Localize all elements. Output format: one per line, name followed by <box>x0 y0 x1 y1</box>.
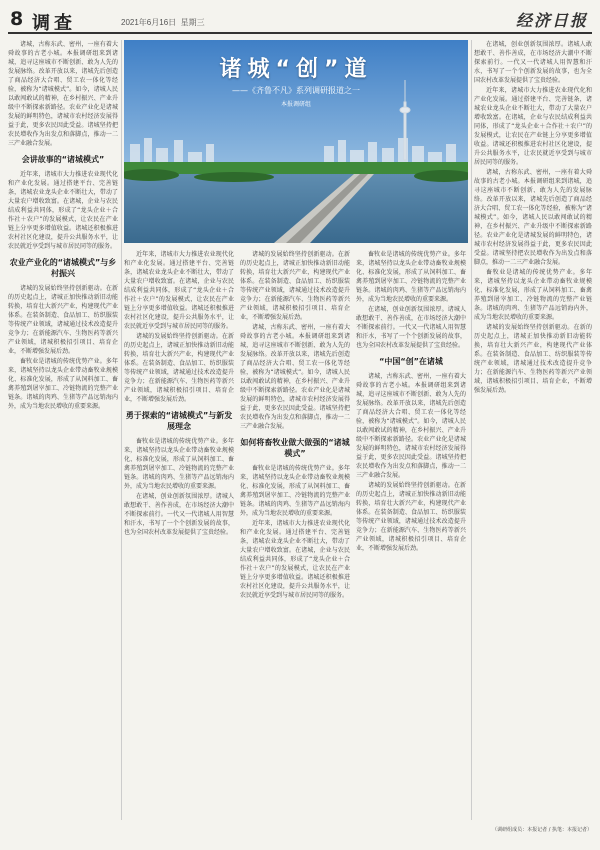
section-title: 调查 <box>32 13 76 34</box>
paragraph: 畜牧业是诸城的传统优势产业。多年来，诸城坚持以龙头企业带动畜牧业规模化、标准化发展，形成了从饲料加工、畜禽养殖到屠宰加工、冷链物流的完整产业链条。诸城的肉鸡、生猪等产品远销海内外，成为当地农民增收的重要来源。 <box>8 358 118 410</box>
paragraph: 畜牧业是诸城的传统优势产业。多年来，诸城坚持以龙头企业带动畜牧业规模化、标准化发展，形成了从饲料加工、畜禽养殖到屠宰加工、冷链物流的完整产业链条。诸城的肉鸡、生猪等产品远销海内外，成为当地农民增收的重要来源。 <box>474 269 592 321</box>
feature-title: 诸城“创”道 <box>219 57 373 82</box>
paragraph: 近年来，诸城市大力推进农业现代化和产业化发展。通过搭建平台、完善链条，诸城农业龙头企业不断壮大，带动了大量农户增收致富。在诸城，企业与农民结成利益共同体，形成了“龙头企业＋合作社＋农户”的发展模式，让农民在产业链上分享更多增值收益。诸城还积极推进农村社区化建设，提升公共服务水平，让农民就近享受到与城市居民同等的服务。 <box>474 87 592 166</box>
article-column-2 <box>124 250 234 820</box>
paragraph: 在诸城，创业创新氛围浓厚。诸城人敢想敢干、善作善成，在市场经济大潮中不断探索前行。一代又一代诸城人用智慧和汗水，书写了一个个创新发展的故事，也为全国农村改革发展提供了宝贵经验。 <box>124 493 234 536</box>
page-number: 8 <box>10 8 24 30</box>
column-divider <box>471 40 472 820</box>
paragraph: 近年来，诸城市大力推进农业现代化和产业化发展。通过搭建平台、完善链条，诸城农业龙头企业不断壮大，带动了大量农户增收致富。在诸城，企业与农民结成利益共同体，形成了“龙头企业＋合作社＋农户”的发展模式，让农民在产业链上分享更多增值收益。诸城还积极推进农村社区化建设，提升公共服务水平，让农民就近享受到与城市居民同等的服务。 <box>8 171 118 250</box>
paragraph: 畜牧业是诸城的传统优势产业。多年来，诸城坚持以龙头企业带动畜牧业规模化、标准化发展，形成了从饲料加工、畜禽养殖到屠宰加工、冷链物流的完整产业链条。诸城的肉鸡、生猪等产品远销海内外，成为当地农民增收的重要来源。 <box>240 465 350 517</box>
footer-credits: （调研组成员：本报记者 / 执笔：本报记者） <box>492 827 592 833</box>
brand-logo: 经济日报 <box>515 11 588 30</box>
paragraph: 诸城的发展始终坚持创新驱动。在新的历史起点上，诸城正加快推动新旧动能转换，培育壮大新兴产业，构建现代产业体系。在装备制造、食品加工、纺织服装等传统产业领域，诸城通过技术改造提升竞争力；在新能源汽车、生物医药等新兴产业领域，诸城积极招引项目、培育企业，不断增强发展后劲。 <box>124 333 234 403</box>
paragraph: 诸城的发展始终坚持创新驱动。在新的历史起点上，诸城正加快推动新旧动能转换，培育壮大新兴产业，构建现代产业体系。在装备制造、食品加工、纺织服装等传统产业领域，诸城通过技术改造提升竞争力；在新能源汽车、生物医药等新兴产业领域，诸城积极招引项目、培育企业，不断增强发展后劲。 <box>240 251 350 321</box>
paragraph: 诸城的发展始终坚持创新驱动。在新的历史起点上，诸城正加快推动新旧动能转换，培育壮大新兴产业，构建现代产业体系。在装备制造、食品加工、纺织服装等传统产业领域，诸城通过技术改造提升竞争力；在新能源汽车、生物医药等新兴产业领域，诸城积极招引项目、培育企业，不断增强发展后劲。 <box>474 324 592 394</box>
issue-date: 2021年6月16日 星期三 <box>121 18 205 27</box>
article-column-3 <box>240 250 350 820</box>
paragraph: 诸城，古称东武、密州，一座有着大舜故事的古老小城。本报调研组来到诸城，追寻这座城市不断创新、敢为人先的发展脉络。改革开放以来，诸城先后创造了商品经济大合唱、贸工农一体化等经验，被称为“诸城模式”。如今，诸城人民以敢闯敢试的精神，在乡村振兴、产业升级中不断探索新路径。农业产业化是诸城发展的鲜明特色，诸城市农村经济发展得益于此，更多农民因此受益。诸城坚持把农民增收作为出发点和落脚点，推动一二三产业融合发展。 <box>356 373 466 479</box>
paragraph: 畜牧业是诸城的传统优势产业。多年来，诸城坚持以龙头企业带动畜牧业规模化、标准化发展，形成了从饲料加工、畜禽养殖到屠宰加工、冷链物流的完整产业链条。诸城的肉鸡、生猪等产品远销海内外，成为当地农民增收的重要来源。 <box>124 438 234 490</box>
subheading: 如何将畜牧业做大做强的“诸城模式” <box>240 438 350 458</box>
subheading: 会讲故事的“诸城模式” <box>21 155 105 164</box>
paragraph: 诸城的发展始终坚持创新驱动。在新的历史起点上，诸城正加快推动新旧动能转换，培育壮大新兴产业，构建现代产业体系。在装备制造、食品加工、纺织服装等传统产业领域，诸城通过技术改造提升竞争力；在新能源汽车、生物医药等新兴产业领域，诸城积极招引项目、培育企业，不断增强发展后劲。 <box>356 482 466 552</box>
paragraph: 诸城，古称东武、密州，一座有着大舜故事的古老小城。本报调研组来到诸城，追寻这座城市不断创新、敢为人先的发展脉络。改革开放以来，诸城先后创造了商品经济大合唱、贸工农一体化等经验，被称为“诸城模式”。如今，诸城人民以敢闯敢试的精神，在乡村振兴、产业升级中不断探索新路径。农业产业化是诸城发展的鲜明特色，诸城市农村经济发展得益于此，更多农民因此受益。诸城坚持把农民增收作为出发点和落脚点，推动一二三产业融合发展。 <box>474 169 592 266</box>
masthead <box>8 8 592 34</box>
article-column-5 <box>474 40 592 822</box>
subheading: “中国“创”在诸城 <box>379 357 443 366</box>
paragraph: 近年来，诸城市大力推进农业现代化和产业化发展。通过搭建平台、完善链条，诸城农业龙头企业不断壮大，带动了大量农户增收致富。在诸城，企业与农民结成利益共同体，形成了“龙头企业＋合作社＋农户”的发展模式，让农民在产业链上分享更多增值收益。诸城还积极推进农村社区化建设，提升公共服务水平，让农民就近享受到与城市居民同等的服务。 <box>240 520 350 599</box>
paragraph: 近年来，诸城市大力推进农业现代化和产业化发展。通过搭建平台、完善链条，诸城农业龙头企业不断壮大，带动了大量农户增收致富。在诸城，企业与农民结成利益共同体，形成了“龙头企业＋合作社＋农户”的发展模式，让农民在产业链上分享更多增值收益。诸城还积极推进农村社区化建设，提升公共服务水平，让农民就近享受到与城市居民同等的服务。 <box>124 251 234 330</box>
paragraph: 诸城，古称东武、密州，一座有着大舜故事的古老小城。本报调研组来到诸城，追寻这座城市不断创新、敢为人先的发展脉络。改革开放以来，诸城先后创造了商品经济大合唱、贸工农一体化等经验，被称为“诸城模式”。如今，诸城人民以敢闯敢试的精神，在乡村振兴、产业升级中不断探索新路径。农业产业化是诸城发展的鲜明特色，诸城市农村经济发展得益于此，更多农民因此受益。诸城坚持把农民增收作为出发点和落脚点，推动一二三产业融合发展。 <box>8 41 118 147</box>
paragraph: 在诸城，创业创新氛围浓厚。诸城人敢想敢干、善作善成，在市场经济大潮中不断探索前行。一代又一代诸城人用智慧和汗水，书写了一个个创新发展的故事，也为全国农村改革发展提供了宝贵经验。 <box>356 306 466 349</box>
subheading: 勇于探索的“诸城模式”与新发展理念 <box>125 411 233 431</box>
byline: 本报调研组 <box>280 101 311 108</box>
column-divider <box>121 40 122 820</box>
article-column-1 <box>8 40 118 820</box>
paragraph: 畜牧业是诸城的传统优势产业。多年来，诸城坚持以龙头企业带动畜牧业规模化、标准化发展，形成了从饲料加工、畜禽养殖到屠宰加工、冷链物流的完整产业链条。诸城的肉鸡、生猪等产品远销海内外，成为当地农民增收的重要来源。 <box>356 251 466 303</box>
paragraph: 在诸城，创业创新氛围浓厚。诸城人敢想敢干、善作善成，在市场经济大潮中不断探索前行。一代又一代诸城人用智慧和汗水，书写了一个个创新发展的故事，也为全国农村改革发展提供了宝贵经验。 <box>474 41 592 84</box>
paragraph: 诸城的发展始终坚持创新驱动。在新的历史起点上，诸城正加快推动新旧动能转换，培育壮大新兴产业，构建现代产业体系。在装备制造、食品加工、纺织服装等传统产业领域，诸城通过技术改造提升竞争力；在新能源汽车、生物医药等新兴产业领域，诸城积极招引项目、培育企业，不断增强发展后劲。 <box>8 285 118 355</box>
paragraph: 诸城，古称东武、密州，一座有着大舜故事的古老小城。本报调研组来到诸城，追寻这座城市不断创新、敢为人先的发展脉络。改革开放以来，诸城先后创造了商品经济大合唱、贸工农一体化等经验，被称为“诸城模式”。如今，诸城人民以敢闯敢试的精神，在乡村振兴、产业升级中不断探索新路径。农业产业化是诸城发展的鲜明特色，诸城市农村经济发展得益于此，更多农民因此受益。诸城坚持把农民增收作为出发点和落脚点，推动一二三产业融合发展。 <box>240 324 350 430</box>
article-column-4 <box>356 250 466 820</box>
subheading: 农业产业化的“诸城模式”与乡村振兴 <box>9 258 117 278</box>
series-subtitle: ——《齐鲁不凡》系列调研报道之一 <box>232 86 360 95</box>
